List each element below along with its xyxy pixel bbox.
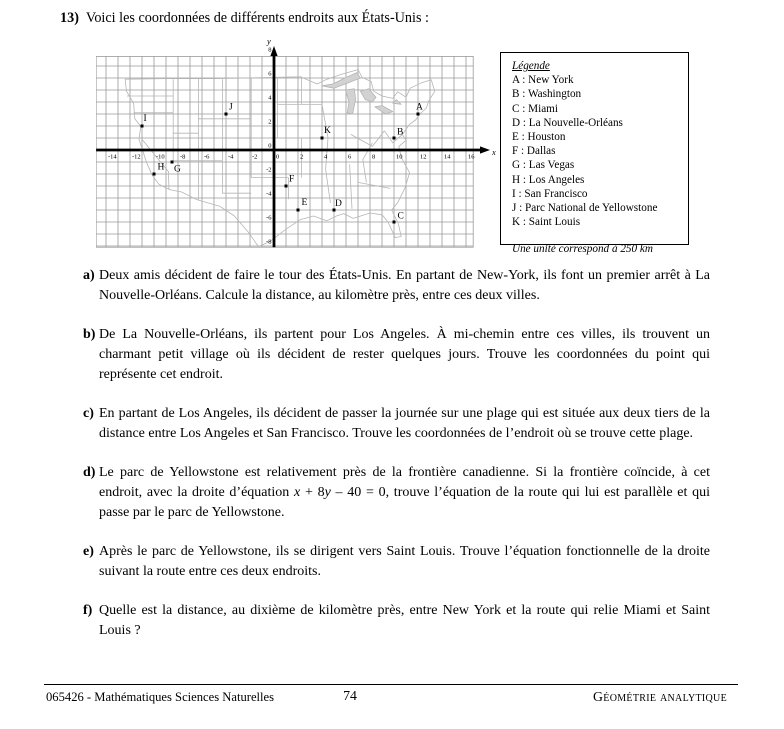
question-label: c)	[83, 406, 94, 421]
legend-item: D : La Nouvelle-Orléans	[512, 116, 623, 129]
point-label: B	[397, 127, 404, 138]
point-a-new-york	[417, 113, 420, 116]
x-tick-label: 16	[468, 153, 475, 161]
graph-svg	[96, 36, 500, 252]
question-text: De La Nouvelle-Orléans, ils partent pour Los Angeles. À mi-chemin entre ces villes, ils trouvent un charmant petit village où ils décident de rester quelques jours. Trouve les coordonnées du point qui représente cet endroit.	[99, 327, 710, 382]
legend-item: H : Los Angeles	[512, 173, 585, 186]
y-tick-label: 4	[268, 94, 272, 102]
legend-item: J : Parc National de Yellowstone	[512, 202, 658, 215]
question-text: Le parc de Yellowstone est relativement près de la frontière canadienne. Si la frontière coïncide, à cet endroit, avec la droite d’équation	[99, 465, 710, 500]
x-tick-label: 14	[444, 153, 451, 161]
point-label: A	[416, 102, 423, 113]
x-tick-label: -14	[108, 153, 117, 161]
x-axis-name: x	[492, 147, 496, 157]
x-tick-label: 8	[372, 153, 376, 161]
question-a	[83, 266, 710, 306]
point-label: G	[174, 164, 181, 175]
question-label: f)	[83, 603, 93, 618]
point-label: K	[324, 126, 331, 136]
point-c-miami	[393, 221, 396, 224]
question-math-var: x	[294, 485, 301, 500]
question-text: En partant de Los Angeles, ils décident de passer la journée sur une plage qui est située aux deux tiers de la distance entre Los Angeles et San Francisco. Trouve les coordonnées de l’endroit où se trouve cette plage.	[99, 406, 710, 441]
point-i-san-francisco	[141, 125, 144, 128]
point-f-dallas	[285, 185, 288, 188]
x-tick-label: -12	[132, 153, 141, 161]
state-border	[358, 182, 390, 188]
legend-items	[512, 73, 680, 229]
point-label: C	[397, 211, 404, 222]
point-h-los-angeles	[153, 173, 156, 176]
point-label: E	[301, 198, 308, 208]
x-tick-label: 4	[324, 153, 328, 161]
point-e-houston	[297, 209, 300, 212]
x-tick-label: 0	[276, 153, 280, 161]
question-c	[83, 404, 710, 444]
point-b-washington	[393, 137, 396, 140]
question-f	[83, 601, 710, 641]
point-label: D	[335, 199, 342, 209]
great-lake	[345, 89, 355, 114]
great-lake	[375, 106, 393, 114]
question-text: – 40 = 0, trouve l’équation de la route qui lui est parallèle et qui passe par le parc de Yellowstone.	[99, 485, 710, 520]
y-tick-label: 8	[268, 46, 272, 54]
y-tick-label: 6	[268, 70, 272, 78]
question-label: b)	[83, 327, 96, 342]
state-border	[350, 164, 352, 208]
y-tick-label: -2	[266, 166, 272, 174]
usa-map	[125, 70, 435, 247]
footer-chapter-title: Géométrie analytique	[593, 689, 727, 704]
y-tick-label: -6	[266, 214, 272, 222]
state-border	[141, 139, 169, 190]
x-tick-label: -10	[156, 153, 165, 161]
legend-box	[500, 52, 689, 256]
state-border	[326, 138, 331, 203]
exercise-title	[60, 10, 429, 27]
footer-rule	[44, 684, 738, 685]
question-text: Après le parc de Yellowstone, ils se dirigent vers Saint Louis. Trouve l’équation fonctionnelle de la droite suivant la route entre ces deux endroits.	[99, 544, 710, 579]
question-label: a)	[83, 268, 95, 283]
y-tick-label: 0	[268, 142, 272, 150]
y-tick-label: -4	[266, 190, 272, 198]
point-label: I	[143, 114, 147, 124]
legend-item: I : San Francisco	[512, 187, 588, 200]
point-label: H	[157, 162, 165, 173]
exercise-number: 13)	[60, 10, 79, 26]
x-tick-label: 2	[300, 153, 304, 161]
exercise-title-text: Voici les coordonnées de différents endroits aux États-Unis :	[85, 10, 429, 26]
x-tick-label: -8	[180, 153, 186, 161]
x-tick-label: -4	[228, 153, 234, 161]
legend-title: Légende	[512, 60, 550, 72]
question-text: Deux amis décident de faire le tour des États-Unis. En partant de New-York, ils font un premier arrêt à La Nouvelle-Orléans. Calcule la distance, au kilomètre près, entre ces deux villes.	[99, 268, 710, 303]
point-label: J	[229, 102, 233, 113]
question-d	[83, 463, 710, 523]
question-text: Quelle est la distance, au dixième de kilomètre près, entre New York et la route qui relie Miami et Saint Louis ?	[99, 603, 710, 638]
legend-item: E : Houston	[512, 131, 566, 144]
question-e	[83, 542, 710, 582]
x-tick-label: -2	[252, 153, 258, 161]
state-border	[351, 131, 385, 147]
question-math-var: y	[324, 485, 331, 500]
x-tick-label: 6	[348, 153, 352, 161]
legend-item: K : Saint Louis	[512, 216, 581, 229]
point-g-las-vegas	[171, 161, 174, 164]
great-lake	[322, 73, 360, 89]
x-tick-label: 12	[420, 153, 427, 161]
question-text: + 8	[300, 485, 325, 500]
question-list	[83, 266, 710, 660]
legend-item: B : Washington	[512, 88, 582, 101]
question-b	[83, 325, 710, 385]
x-tick-label: 10	[396, 153, 403, 161]
point-k-saint-louis	[321, 137, 324, 140]
legend-item: G : Las Vegas	[512, 159, 575, 172]
x-tick-label: -6	[204, 153, 210, 161]
y-axis-name: y	[267, 36, 271, 46]
footer-course-code: 065426 - Mathématiques Sciences Naturelles	[46, 690, 275, 704]
legend-item: F : Dallas	[512, 145, 556, 158]
question-label: e)	[83, 544, 94, 559]
y-tick-label: 2	[268, 118, 272, 126]
point-j-parc-national-de-yellowstone	[225, 113, 228, 116]
footer-page-number: 74	[343, 688, 357, 703]
legend-item: C : Miami	[512, 102, 558, 115]
coordinate-graph	[96, 36, 500, 252]
legend-scale-note: Une unité correspond à 250 km	[512, 243, 653, 256]
question-label: d)	[83, 465, 96, 480]
y-tick-label: -8	[266, 238, 272, 246]
x-axis-arrow	[480, 146, 490, 153]
legend-item: A : New York	[512, 74, 574, 87]
point-label: F	[289, 174, 295, 185]
